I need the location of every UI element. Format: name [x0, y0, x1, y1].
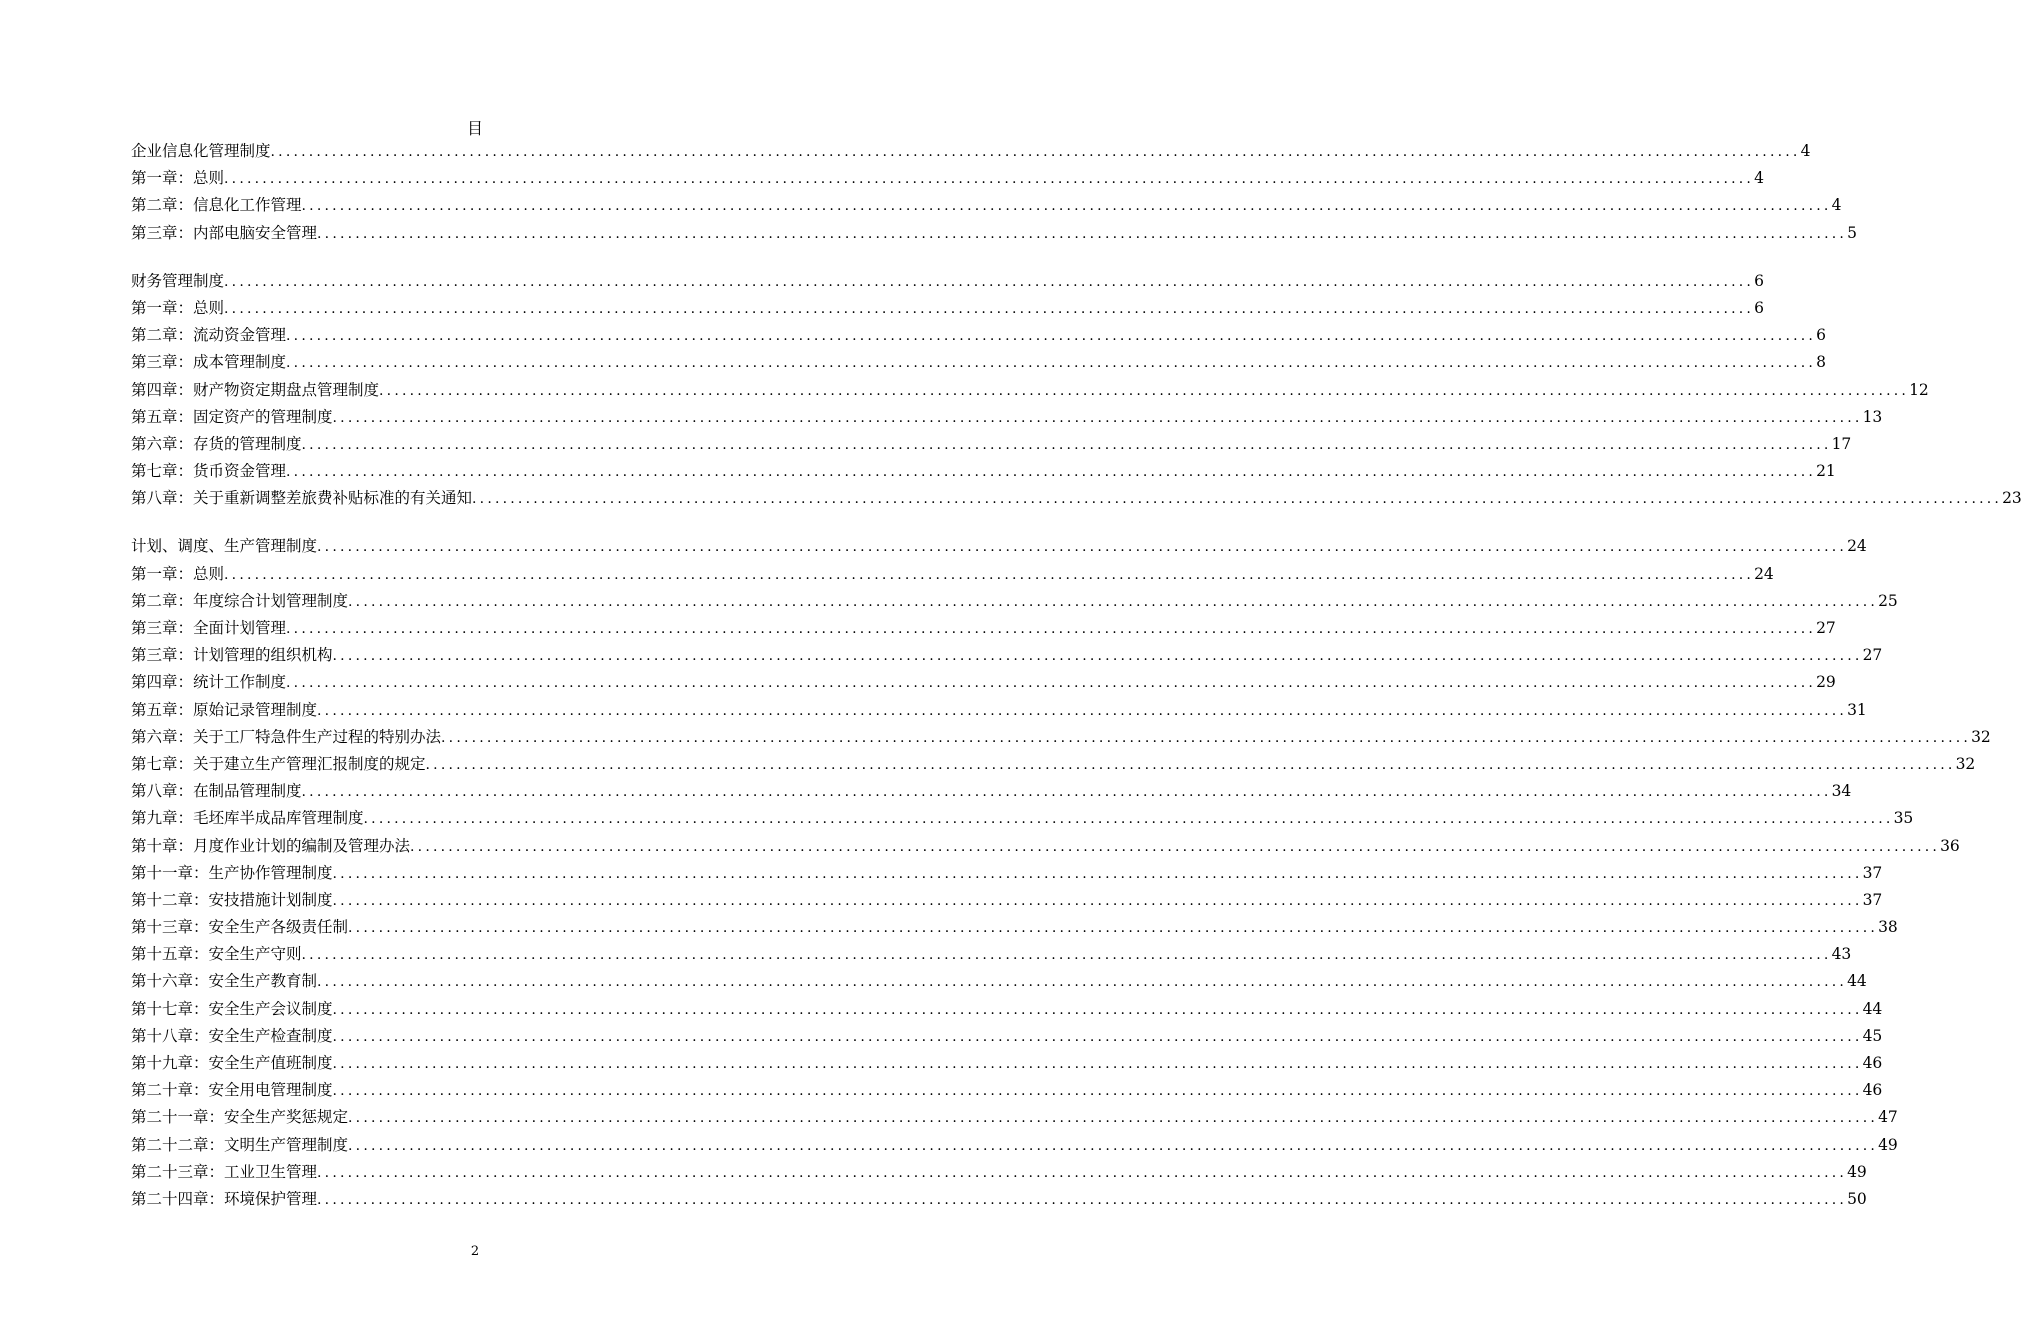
- toc-entry-label: 计划、调度、生产管理制度: [131, 537, 318, 556]
- toc-entry[interactable]: [131, 404, 1883, 431]
- toc-entry-label: 第十一章：生产协作管理制度: [131, 863, 333, 882]
- toc-entry-page: 37: [1862, 863, 1883, 882]
- toc-entry[interactable]: [131, 1077, 1883, 1104]
- page-number: 2: [470, 1244, 480, 1259]
- toc-dot-leader: ........................................................................................................................................................................................................: [332, 1001, 1863, 1018]
- toc-dot-leader: ........................................................................................................................................................................................................: [286, 675, 1817, 692]
- toc-entry-label: 第二十章：安全用电管理制度: [131, 1081, 333, 1100]
- toc-entry-page: 49: [1847, 1162, 1867, 1181]
- toc-entry[interactable]: [131, 1023, 1883, 1050]
- toc-entry[interactable]: [131, 458, 1836, 485]
- toc-entry[interactable]: [131, 220, 1857, 247]
- toc-entry-label: 第十三章：安全生产各级责任制: [131, 918, 349, 937]
- toc-entry[interactable]: [131, 377, 1929, 404]
- toc-entry-label: 第十五章：安全生产守则: [131, 945, 302, 964]
- toc-entry-label: 第三章：成本管理制度: [131, 353, 287, 372]
- toc-entry-label: 第八章：关于重新调整差旅费补贴标准的有关通知: [131, 489, 473, 508]
- toc-entry[interactable]: [131, 914, 1898, 941]
- toc-entry[interactable]: [131, 697, 1867, 724]
- toc-entry[interactable]: [131, 724, 1991, 751]
- toc-entry-page: 24: [1754, 564, 1774, 583]
- toc-entry-label: 第七章：关于建立生产管理汇报制度的规定: [131, 754, 426, 773]
- toc-entry[interactable]: [131, 1132, 1898, 1159]
- toc-dot-leader: ........................................................................................................................................................................................................: [224, 273, 1755, 290]
- toc-entry[interactable]: [131, 968, 1867, 995]
- toc-entry-page: 29: [1816, 673, 1836, 692]
- toc-entry-page: 4: [1831, 196, 1842, 215]
- toc-entry-page: 45: [1862, 1026, 1883, 1045]
- toc-dot-leader: ........................................................................................................................................................................................................: [348, 1137, 1879, 1154]
- toc-entry-label: 第二十四章：环境保护管理: [131, 1189, 318, 1208]
- toc-entry-page: 46: [1862, 1054, 1883, 1072]
- toc-dot-leader: ........................................................................................................................................................................................................: [472, 491, 2003, 508]
- toc-entry-label: 第五章：固定资产的管理制度: [131, 407, 333, 426]
- toc-entry-page: 17: [1831, 434, 1852, 453]
- toc-entry-page: 6: [1754, 271, 1764, 290]
- toc-entry-page: 21: [1816, 462, 1836, 481]
- toc-entry-label: 第九章：毛坯库半成品库管理制度: [131, 809, 364, 828]
- toc-dot-leader: ........................................................................................................................................................................................................: [332, 1028, 1863, 1045]
- toc-entry[interactable]: [131, 778, 1852, 805]
- toc-entry[interactable]: [131, 588, 1898, 615]
- toc-entry-label: 第四章：财产物资定期盘点管理制度: [131, 380, 380, 399]
- toc-dot-leader: ........................................................................................................................................................................................................: [286, 621, 1817, 637]
- toc-entry-page: 34: [1831, 782, 1852, 801]
- toc-entry-label: 第三章：计划管理的组织机构: [131, 646, 333, 665]
- toc-entry[interactable]: [131, 349, 1826, 376]
- toc-entry[interactable]: [131, 751, 1976, 778]
- toc-entry-page: 12: [1909, 380, 1929, 399]
- toc-dot-leader: ........................................................................................................................................................................................................: [348, 920, 1879, 937]
- toc-dot-leader: ........................................................................................................................................................................................................: [224, 171, 1755, 188]
- toc-entry-label: 第二十一章：安全生产奖惩规定: [131, 1108, 349, 1127]
- toc-dot-leader: ........................................................................................................................................................................................................: [224, 566, 1755, 583]
- toc-entry-label: 第一章：总则: [131, 564, 225, 583]
- toc-section-heading[interactable]: [131, 533, 1867, 560]
- toc-entry[interactable]: [131, 860, 1883, 887]
- toc-dot-leader: ........................................................................................................................................................................................................: [317, 1164, 1848, 1181]
- toc-dot-leader: ........................................................................................................................................................................................................: [270, 144, 1801, 160]
- toc-dot-leader: ........................................................................................................................................................................................................: [441, 729, 1972, 746]
- toc-entry[interactable]: [131, 192, 1842, 219]
- toc-entry-page: 35: [1893, 809, 1914, 828]
- toc-entry[interactable]: [131, 669, 1836, 696]
- toc-entry[interactable]: [131, 1104, 1898, 1131]
- toc-entry[interactable]: [131, 1050, 1883, 1077]
- toc-entry[interactable]: [131, 431, 1852, 458]
- toc-dot-leader: ........................................................................................................................................................................................................: [363, 811, 1894, 828]
- toc-dot-leader: ........................................................................................................................................................................................................: [301, 784, 1832, 801]
- toc-entry-label: 第一章：总则: [131, 298, 225, 317]
- toc-dot-leader: ........................................................................................................................................................................................................: [317, 1191, 1848, 1208]
- toc-entry-label: 第十八章：安全生产检查制度: [131, 1026, 333, 1045]
- toc-entry[interactable]: [131, 1159, 1867, 1186]
- toc-entry-page: 4: [1800, 142, 1811, 160]
- toc-dot-leader: ........................................................................................................................................................................................................: [332, 1083, 1863, 1100]
- toc-section: [131, 138, 1857, 247]
- toc-dot-leader: ........................................................................................................................................................................................................: [301, 436, 1832, 453]
- toc-entry[interactable]: [131, 165, 1764, 192]
- toc-entry-page: 23: [2002, 489, 2022, 508]
- toc-dot-leader: ........................................................................................................................................................................................................: [332, 648, 1863, 665]
- toc-dot-leader: ........................................................................................................................................................................................................: [286, 355, 1817, 372]
- toc-entry-label: 第三章：全面计划管理: [131, 619, 287, 637]
- toc-dot-leader: ........................................................................................................................................................................................................: [379, 382, 1910, 399]
- toc-entry-page: 31: [1847, 700, 1867, 719]
- toc-dot-leader: ........................................................................................................................................................................................................: [317, 974, 1848, 991]
- toc-dot-leader: ........................................................................................................................................................................................................: [317, 225, 1848, 242]
- toc-dot-leader: ........................................................................................................................................................................................................: [301, 198, 1832, 215]
- toc-entry-label: 第十章：月度作业计划的编制及管理办法: [131, 836, 411, 855]
- toc-dot-leader: ........................................................................................................................................................................................................: [348, 593, 1879, 610]
- toc-dot-leader: ........................................................................................................................................................................................................: [317, 702, 1848, 719]
- toc-dot-leader: ........................................................................................................................................................................................................: [286, 328, 1817, 345]
- toc-entry[interactable]: [131, 615, 1836, 642]
- toc-entry-page: 46: [1862, 1081, 1883, 1100]
- toc-entry-label: 财务管理制度: [131, 271, 225, 290]
- toc-entry-label: 第二章：流动资金管理: [131, 326, 287, 345]
- toc-entry[interactable]: [131, 996, 1883, 1023]
- toc-entry-page: 36: [1940, 836, 1960, 855]
- toc-entry-label: 第二十三章：工业卫生管理: [131, 1162, 318, 1181]
- toc-entry-label: 企业信息化管理制度: [131, 142, 271, 160]
- toc-entry[interactable]: [131, 295, 1764, 322]
- toc-entry-page: 49: [1878, 1135, 1898, 1154]
- toc-entry[interactable]: [131, 642, 1883, 669]
- toc-dot-leader: ........................................................................................................................................................................................................: [332, 865, 1863, 882]
- toc-entry-label: 第三章：内部电脑安全管理: [131, 223, 318, 242]
- toc-entry[interactable]: [131, 485, 2022, 512]
- toc-entry[interactable]: [131, 1186, 1867, 1213]
- toc-section-heading[interactable]: [131, 268, 1764, 295]
- toc-entry-label: 第十六章：安全生产教育制: [131, 972, 318, 991]
- toc-dot-leader: ........................................................................................................................................................................................................: [317, 539, 1848, 556]
- toc-dot-leader: ........................................................................................................................................................................................................: [286, 464, 1817, 481]
- toc-entry-page: 25: [1878, 591, 1898, 610]
- page-title: 目: [466, 119, 483, 138]
- toc-entry-page: 43: [1831, 945, 1852, 964]
- toc-entry-page: 6: [1754, 298, 1764, 317]
- toc-entry-page: 8: [1816, 353, 1826, 372]
- toc-entry-label: 第六章：关于工厂特急件生产过程的特别办法: [131, 727, 442, 746]
- toc-entry-label: 第一章：总则: [131, 169, 225, 188]
- toc-dot-leader: ........................................................................................................................................................................................................: [425, 756, 1956, 773]
- toc-section: [131, 533, 1991, 1213]
- toc-dot-leader: ........................................................................................................................................................................................................: [348, 1110, 1879, 1127]
- toc-entry-page: 24: [1847, 537, 1867, 556]
- toc-section-heading[interactable]: [131, 138, 1811, 165]
- toc-entry-page: 4: [1754, 169, 1764, 188]
- toc-entry-label: 第六章：存货的管理制度: [131, 434, 302, 453]
- toc-entry-page: 44: [1862, 999, 1883, 1018]
- toc-entry[interactable]: [131, 805, 1914, 832]
- toc-dot-leader: ........................................................................................................................................................................................................: [332, 892, 1863, 909]
- toc-entry-page: 50: [1847, 1189, 1867, 1208]
- toc-entry-page: 5: [1847, 223, 1857, 242]
- toc-entry[interactable]: [131, 833, 1960, 860]
- toc-entry-label: 第二章：年度综合计划管理制度: [131, 591, 349, 610]
- toc-entry-page: 32: [1955, 754, 1976, 773]
- toc-entry-page: 47: [1878, 1108, 1898, 1127]
- toc-entry[interactable]: [131, 561, 1774, 588]
- toc-dot-leader: ........................................................................................................................................................................................................: [410, 838, 1941, 855]
- toc-entry-page: 37: [1862, 890, 1883, 909]
- table-of-contents: [131, 138, 2022, 1234]
- toc-entry-label: 第四章：统计工作制度: [131, 673, 287, 692]
- toc-entry-page: 32: [1971, 727, 1991, 746]
- toc-entry[interactable]: [131, 941, 1852, 968]
- toc-dot-leader: ........................................................................................................................................................................................................: [224, 300, 1755, 317]
- toc-entry-page: 13: [1862, 407, 1883, 426]
- toc-dot-leader: ........................................................................................................................................................................................................: [332, 1056, 1863, 1072]
- toc-entry-label: 第七章：货币资金管理: [131, 462, 287, 481]
- toc-entry-label: 第二章：信息化工作管理: [131, 196, 302, 215]
- toc-entry-page: 27: [1816, 619, 1836, 637]
- toc-entry-label: 第八章：在制品管理制度: [131, 782, 302, 801]
- toc-entry[interactable]: [131, 322, 1826, 349]
- toc-entry-page: 38: [1878, 918, 1898, 937]
- toc-entry-page: 27: [1862, 646, 1883, 665]
- toc-entry-label: 第五章：原始记录管理制度: [131, 700, 318, 719]
- toc-entry[interactable]: [131, 887, 1883, 914]
- toc-dot-leader: ........................................................................................................................................................................................................: [301, 947, 1832, 964]
- toc-section: [131, 268, 2022, 513]
- toc-dot-leader: ........................................................................................................................................................................................................: [332, 409, 1863, 426]
- toc-entry-page: 6: [1816, 326, 1826, 345]
- toc-entry-label: 第十九章：安全生产值班制度: [131, 1054, 333, 1072]
- toc-entry-page: 44: [1847, 972, 1867, 991]
- toc-entry-label: 第十七章：安全生产会议制度: [131, 999, 333, 1018]
- toc-entry-label: 第十二章：安技措施计划制度: [131, 890, 333, 909]
- toc-entry-label: 第二十二章：文明生产管理制度: [131, 1135, 349, 1154]
